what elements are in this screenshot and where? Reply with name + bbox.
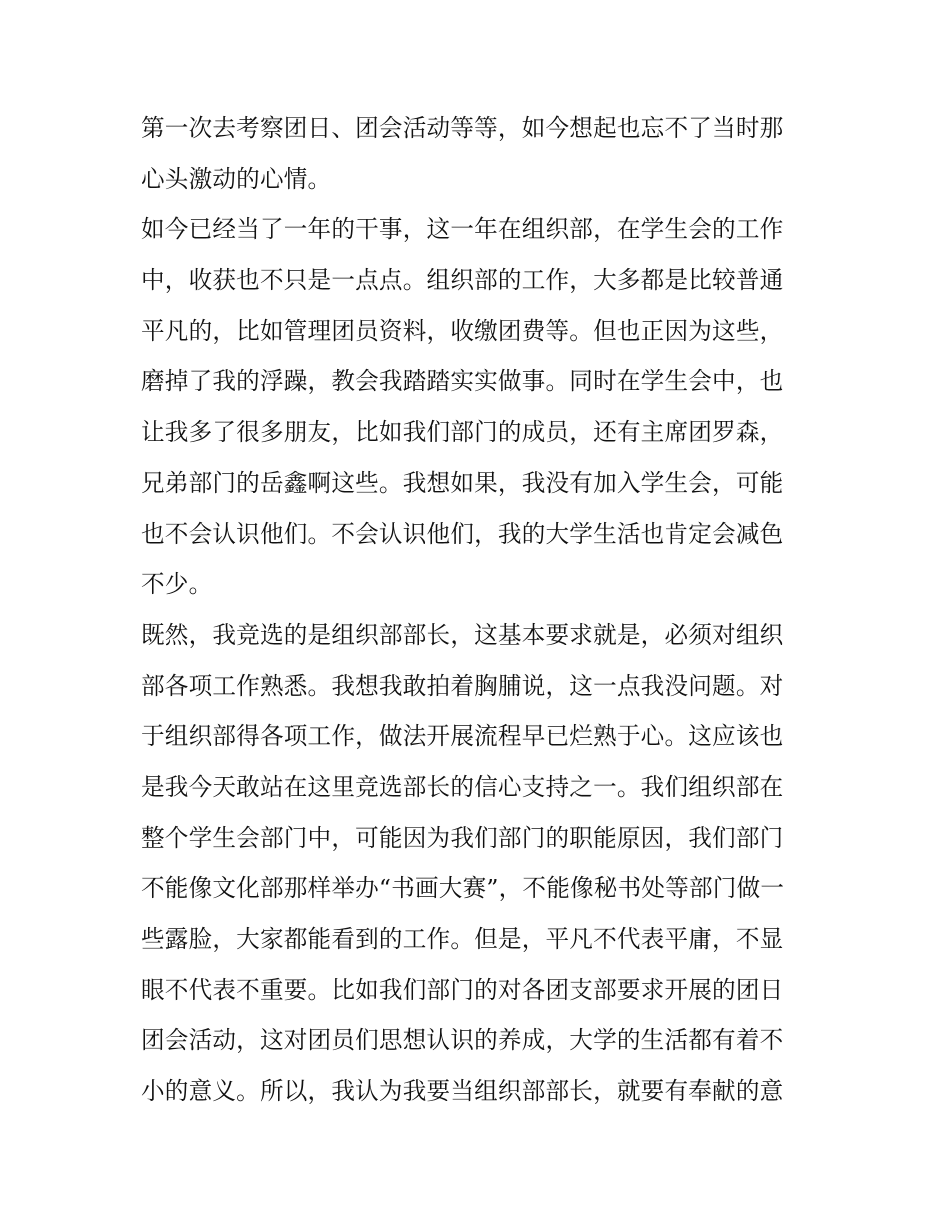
text-line: 平凡的，比如管理团员资料，收缴团费等。但也正因为这些， <box>141 316 784 345</box>
text-line: 于组织部得各项工作，做法开展流程早已烂熟于心。这应该也 <box>141 722 784 751</box>
text-line: 部各项工作熟悉。我想我敢拍着胸脯说，这一点我没问题。对 <box>141 671 784 700</box>
text-line: 些露脸，大家都能看到的工作。但是，平凡不代表平庸，不显 <box>141 925 784 953</box>
text-line: 不能像文化部那样举办“书画大赛”，不能像秘书处等部门做一 <box>141 874 785 903</box>
text-line: 也不会认识他们。不会认识他们，我的大学生活也肯定会减色 <box>141 519 784 548</box>
text-line: 心头激动的心情。 <box>141 164 332 193</box>
text-line: 中，收获也不只是一点点。组织部的工作，大多都是比较普通 <box>141 266 784 295</box>
text-line: 磨掉了我的浮躁，教会我踏踏实实做事。同时在学生会中，也 <box>141 367 784 396</box>
text-line: 兄弟部门的岳鑫啊这些。我想如果，我没有加入学生会，可能 <box>141 468 784 497</box>
text-line: 既然，我竞选的是组织部部长，这基本要求就是，必须对组织 <box>141 620 784 649</box>
text-line: 不少。 <box>141 570 213 599</box>
text-line: 是我今天敢站在这里竞选部长的信心支持之一。我们组织部在 <box>141 772 784 801</box>
text-line: 小的意义。所以，我认为我要当组织部部长，就要有奉献的意 <box>141 1077 784 1106</box>
text-line: 团会活动，这对团员们思想认识的养成，大学的生活都有着不 <box>141 1026 784 1055</box>
body-text <box>141 103 813 1117</box>
text-line: 如今已经当了一年的干事，这一年在组织部，在学生会的工作 <box>141 215 784 244</box>
text-line: 让我多了很多朋友，比如我们部门的成员，还有主席团罗森， <box>141 418 784 447</box>
text-line: 眼不代表不重要。比如我们部门的对各团支部要求开展的团日 <box>141 975 784 1004</box>
text-line: 第一次去考察团日、团会活动等等，如今想起也忘不了当时那 <box>141 114 784 142</box>
text-line: 整个学生会部门中，可能因为我们部门的职能原因，我们部门 <box>141 823 784 852</box>
